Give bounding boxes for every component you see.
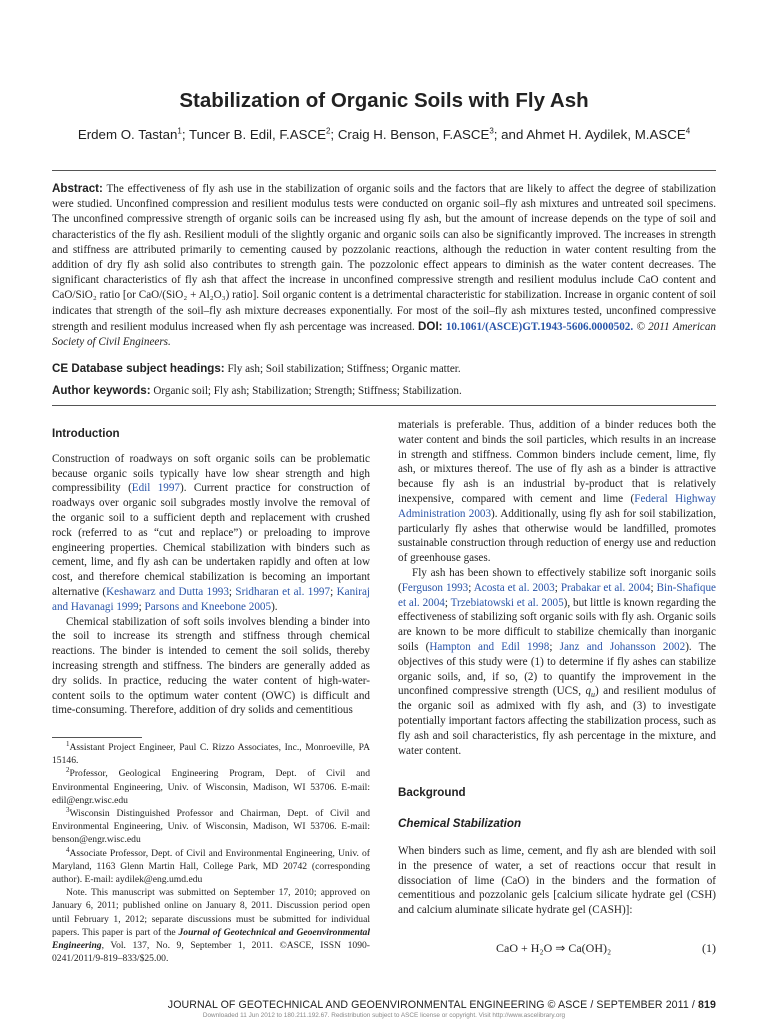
subject-headings	[52, 361, 716, 377]
abstract-text: The effectiveness of fly ash use in the stabilization of organic soils and the factors that are likely to affect the degree of stabilization were studied. Unconfined compression and resilient modulus tests were conducted on organic soil–fly ash mixtures and untreated soil specimens. The unconfined compressive strength of organic soils can be increased using fly ash, but the amount of increase depends on the type of soil and characteristics of the fly ash. Resilient moduli of the slightly organic and organic soils can also be significantly improved. The increases in strength and stiffness are attributed primarily to cementing caused by pozzolanic reactions, although the reduction in water content resulting from the addition of dry fly ash solid also contributes to strength gain. The pozzolonic effect appears to diminish as the water content decreases. The significant characteristics of fly ash that affect the increase in unconfined compressive strength and resilient modulus include CaO content and CaO/SiO₂ ratio [or CaO/(SiO₂ + Al₂O₃) ratio]. Soil organic content is a detrimental characteristic for stabilization. Increase in organic content of soil indicates that strength of the soil–fly ash mixture decreases exponentially. For most of the soil–fly ash mixtures tested, unconfined compressive strength and resilient modulus increased when fly ash percentage was increased.	[52, 183, 716, 333]
intro-paragraph-3	[398, 418, 716, 566]
citation-link[interactable]: Parsons and Kneebone 2005	[144, 600, 272, 613]
author-affiliation-mark: 1	[177, 126, 182, 136]
footnote	[52, 807, 370, 847]
paragraph-text: materials is preferable. Thus, addition of a binder reduces both the water content and binds the soil particles, which results in an increase in strength and stiffness. Common binders include cement, lime, fly ash, or mixtures thereof. The use of fly ash as a binder is attractive because fly ash is an industrial by-product that is relatively inexpensive, compared with cement and lime (	[398, 419, 716, 505]
math-subscript: u	[591, 690, 596, 700]
copyright-notice: © 2011 American Society of Civil Engineers.	[52, 320, 717, 349]
chemical-stabilization-heading: Chemical Stabilization	[398, 817, 522, 831]
intro-paragraph-2: Chemical stabilization of soft soils involves blending a binder into the soil to increase its strength and stiffness through chemical reactions. The binder is intended to cement the soil solids, thereby increasing strength and stiffness. The binders are generally added as dry solids. In practice, reducing the water content of high-water-content soils to the optimum water content (OWC) is difficult and time-consuming. Therefore, addition of dry solids and cementitious	[52, 615, 370, 717]
author-name: Erdem O. Tastan	[77, 127, 178, 142]
paragraph-text: ). The objectives of this study were (1) to determine if fly ashes can stabilize organic soils, and, if so, (2) to quantify the improvement in the unconfined compressive strength (UCS,	[398, 640, 716, 698]
footnote-text: Wisconsin Distinguished Professor and Chairman, Dept. of Civil and Environmental Engineering, Univ. of Wisconsin, Madison, WI 53706. E-mail: benson@engr.wisc.edu	[52, 808, 370, 846]
page-number: 819	[698, 999, 716, 1011]
background-heading: Background	[398, 786, 466, 800]
paragraph-text: ). Additionally, using fly ash for soil stabilization, particularly fly ashes that otherwise would be landfilled, promotes sustainable construction through reduction of energy use and reduction of greenhouse gases.	[398, 507, 716, 565]
paragraph-text: ).	[271, 600, 278, 613]
subject-headings-label: CE Database subject headings:	[52, 362, 225, 375]
author-separator: ;	[181, 127, 189, 142]
journal-name: Journal of Geotechnical and Geoenvironmental Engineering	[52, 926, 370, 952]
citation-link[interactable]: Acosta et al. 2003	[473, 581, 555, 594]
footnote-text: Associate Professor, Dept. of Civil and Environmental Engineering, Univ. of Maryland, 1163 Glenn Martin Hall, College Park, MD 20742 (corresponding author). E-mail: aydilek@eng.umd.edu	[52, 847, 370, 886]
author-name: Tuncer B. Edil, F.ASCE	[189, 127, 326, 142]
paper-title: Stabilization of Organic Soils with Fly Ash	[179, 89, 589, 112]
footnote-mark: 4	[66, 845, 70, 854]
citation-link[interactable]: Federal Highway Administration 2003	[398, 492, 716, 520]
subject-headings-text: Fly ash; Soil stabilization; Stiffness; Organic matter.	[227, 363, 461, 375]
abstract	[52, 181, 716, 350]
footnote-rule	[52, 737, 142, 738]
citation-link[interactable]: Sridharan et al. 1997	[235, 585, 331, 598]
footnote	[52, 741, 370, 767]
citation-link[interactable]: Hampton and Edil 1998	[429, 640, 550, 653]
journal-footer	[168, 999, 716, 1011]
footnote-text: Professor, Geological Engineering Program, Dept. of Civil and Environmental Engineering, Univ. of Wisconsin, Madison, WI 53706. E-mail: edil@engr.wisc.edu	[52, 768, 370, 806]
download-notice: Downloaded 11 Jun 2012 to 180.211.192.67. Redistribution subject to ASCE license or copyright. Visit http://www.ascelibrary.org	[202, 1012, 566, 1019]
author-separator: ; and	[493, 127, 527, 142]
author-affiliation-mark: 3	[489, 126, 494, 136]
note-text: , Vol. 137, No. 9, September 1, 2011. ©ASCE, ISSN 1090-0241/2011/9-819–833/$25.00.	[52, 940, 370, 965]
author-list	[40, 127, 728, 142]
abstract-bottom-rule	[52, 405, 716, 406]
citation-link[interactable]: Trzebiatowski et al. 2005	[450, 596, 564, 609]
paragraph-text: ). Current practice for construction of roadways over organic soil subgrades mostly involve the removal of the organic soil to a sufficient depth and replacement with crushed rock (referred to as “cut and replace”) or preloading to improve engineering properties. Chemical stabilization with binders such as cement, lime, and fly ash can be undertaken rapidly and often at low cost, and therefore chemical stabilization is becoming an important alternative (	[52, 482, 370, 598]
math-symbol: q	[585, 685, 592, 698]
equation-number: (1)	[702, 941, 716, 955]
footnote-mark: 3	[66, 805, 70, 814]
citation-link[interactable]: Bin-Shafique et al. 2004	[398, 581, 716, 609]
footnote-mark: 2	[66, 766, 70, 775]
journal-footer-text: JOURNAL OF GEOTECHNICAL AND GEOENVIRONMENTAL ENGINEERING © ASCE / SEPTEMBER 2011 /	[167, 999, 695, 1011]
introduction-heading: Introduction	[52, 427, 120, 440]
right-column	[398, 418, 716, 918]
doi-label: DOI:	[418, 319, 443, 333]
author-affiliation-mark: 2	[325, 126, 331, 136]
citation-link[interactable]: Edil 1997	[131, 482, 181, 495]
left-column	[52, 427, 370, 718]
citation-link[interactable]: Keshawarz and Dutta 1993	[106, 585, 229, 598]
abstract-top-rule	[52, 170, 716, 171]
paragraph-text: Construction of roadways on soft organic soils can be problematic because organic soils typically have low shear strength and high compressibility (	[52, 452, 370, 495]
citation-link[interactable]: Prabakar et al. 2004	[560, 581, 651, 594]
author-keywords-label: Author keywords:	[52, 384, 151, 397]
doi-link[interactable]: 10.1061/(ASCE)GT.1943-5606.0000502.	[445, 320, 634, 333]
intro-paragraph-1: Construction of roadways on soft organic soils can be problematic because organic soils typically have low shear strength and high compressibility (Edil 1997). Current practice for construction of roadways over organic soil subgrades mostly involve the removal of the organic soil to a sufficient depth and replacement with crushed rock (referred to as “cut and replace”) or preloading to improve engineering properties. Chemical stabilization with binders such as cement, lime, and fly ash can be undertaken rapidly and often at low cost, and therefore chemical stabilization is becoming an important alternative (Keshawarz and Dutta 1993; Sridharan et al. 1997; Kaniraj and Havanagi 1999; Parsons and Kneebone 2005).	[52, 452, 370, 613]
equation-text: CaO + H₂O ⇒ Ca(OH)₂	[496, 941, 612, 955]
author-keywords	[52, 383, 716, 399]
background-paragraph-1: When binders such as lime, cement, and fly ash are blended with soil in the presence of water, a set of reactions occur that result in dissociation of lime (CaO) in the binders and the formation of cementitious and pozzolanic gels [calcium silicate hydrate gel (CSH) and calcium aluminate silicate hydrate gel (CASH)]:	[398, 844, 716, 917]
footnote-text: Assistant Project Engineer, Paul C. Rizzo Associates, Inc., Monroeville, PA 15146.	[52, 742, 370, 767]
author-name: Ahmet H. Aydilek, M.ASCE	[526, 127, 686, 142]
footnote	[52, 847, 370, 887]
footnote	[52, 767, 370, 807]
paragraph-text: ), but little is known regarding the effectiveness of stabilizing soft organic soils with fly ash. Organic soils are known to be more difficult to stabilize chemically than inorganic soils (	[398, 596, 716, 653]
author-separator: ;	[330, 127, 338, 142]
abstract-label: Abstract:	[52, 182, 103, 195]
footnotes	[52, 741, 370, 965]
intro-paragraph-4: Fly ash has been shown to effectively stabilize soft inorganic soils (Ferguson 1993; Acosta et al. 2003; Prabakar et al. 2004; Bin-Shafique et al. 2004; Trzebiatowski et al. 2005), but little is known regarding the effectiveness of stabilizing soft organic soils with fly ash. Organic soils are known to be more difficult to stabilize chemically than inorganic soils (Hampton and Edil 1998; Janz and Johansson 2002). The objectives of this study were (1) to determine if fly ashes can stabilize organic soils, and, if so, (2) to quantify the improvement in the unconfined compressive strength (UCS, $q_u$) and resilient modulus of the organic soil as admixed with fly ash, and (3) to investigate potentially important factors affecting the stabilization process, such as fly ash and soil characteristics, fly ash percentage in the mixture, and water content.	[398, 566, 716, 757]
footnote-mark: 1	[66, 739, 70, 748]
note-text: Note. This manuscript was submitted on September 17, 2010; approved on January 6, 2011; published online on January 8, 2011. Discussion period open until February 1, 2012; separate discussions must be submitted for individual papers. This paper is part of the	[52, 887, 370, 938]
manuscript-note	[52, 886, 370, 965]
paragraph-text: Fly ash has been shown to effectively stabilize soft inorganic soils (	[398, 566, 716, 594]
author-affiliation-mark: 4	[685, 126, 691, 136]
citation-link[interactable]: Kaniraj and Havanagi 1999	[52, 585, 370, 613]
author-name: Craig H. Benson, F.ASCE	[337, 127, 490, 142]
paragraph-text: ) and resilient modulus of the organic soil as admixed with fly ash, and (3) to investigate potentially important factors affecting the stabilization process, such as fly ash and soil characteristics, fly ash percentage in the mixture, and water content.	[398, 685, 716, 757]
citation-link[interactable]: Ferguson 1993	[401, 581, 469, 594]
citation-link[interactable]: Janz and Johansson 2002	[559, 640, 686, 653]
author-keywords-text: Organic soil; Fly ash; Stabilization; Strength; Stiffness; Stabilization.	[153, 385, 462, 397]
